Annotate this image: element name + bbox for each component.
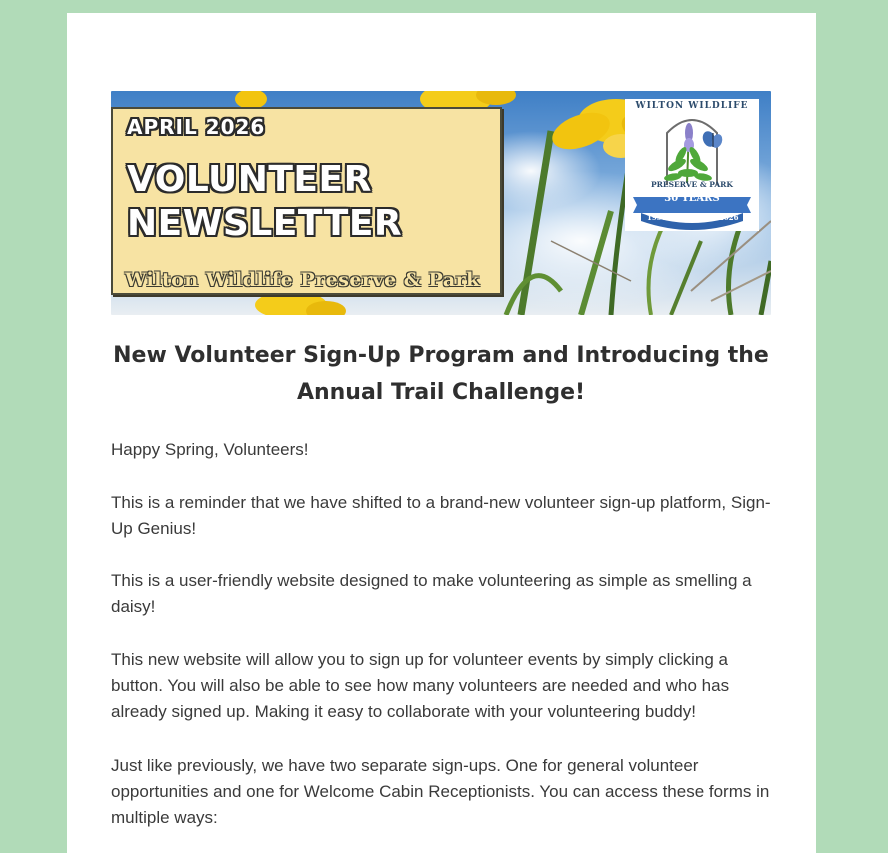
paragraph-website-description: This is a user-friendly website designed to make volunteering as simple as smelling a daisy! (111, 571, 752, 616)
organization-logo (625, 99, 759, 231)
organization-name: Wilton Wildlife Preserve & Park (125, 269, 480, 291)
paragraph-signups: Just like previously, we have two separate sign-ups. One for general volunteer opportunities and one for Welcome Cabin Receptionists. You can access these forms in multiple ways: (111, 756, 770, 827)
paragraph-greeting: Happy Spring, Volunteers! (111, 440, 309, 459)
newsletter-headline: New Volunteer Sign-Up Program and Introducing the Annual Trail Challenge! (113, 343, 769, 405)
paragraph-reminder: This is a reminder that we have shifted to a brand-new volunteer sign-up platform, Sign-Up Genius! (111, 493, 771, 538)
newsletter-title-line-1: VOLUNTEER (127, 159, 372, 200)
newsletter-date: APRIL 2026 (127, 115, 266, 139)
banner-title-box (111, 107, 502, 295)
paragraph-features: This new website will allow you to sign up for volunteer events by simply clicking a button. You will also be able to see how many volunteers are needed and who has already signed up. Making it easy to collaborate with your volunteering buddy! (111, 650, 730, 721)
newsletter-card (67, 13, 816, 853)
logo-arc-text: WILTON WILDLIFE (635, 101, 749, 111)
logo-year-end: 2026 (719, 213, 739, 222)
newsletter-banner (111, 91, 771, 315)
logo-subtitle: PRESERVE & PARK (651, 180, 733, 189)
logo-graphic (625, 99, 759, 231)
logo-year-start: 1996 (647, 213, 667, 222)
newsletter-title-line-2: NEWSLETTER (127, 203, 403, 244)
logo-anniversary: 30 YEARS (664, 193, 720, 204)
